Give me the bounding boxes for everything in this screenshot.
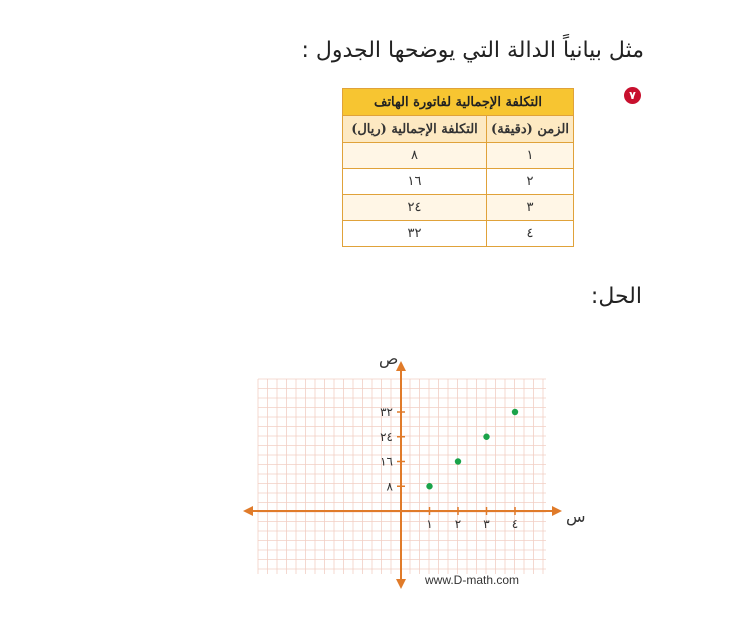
cell-time: ٤	[487, 221, 574, 247]
y-tick-label: ٨	[386, 479, 393, 494]
x-axis-arrow	[243, 506, 253, 516]
cell-cost: ٢٤	[343, 195, 487, 221]
header-total-cost: التكلفة الإجمالية (ريال)	[343, 116, 487, 143]
cell-cost: ١٦	[343, 169, 487, 195]
data-point	[426, 483, 432, 489]
table-title: التكلفة الإجمالية لفاتورة الهاتف	[343, 89, 574, 116]
question-number-badge: ٧	[624, 87, 641, 104]
solution-label: الحل:	[590, 284, 642, 309]
x-tick-label: ٤	[511, 517, 519, 531]
data-point	[455, 458, 461, 464]
question-text: مثل بيانياً الدالة التي يوضحها الجدول :	[301, 38, 644, 63]
header-time: الزمن (دقيقة)	[487, 116, 574, 143]
x-axis-label: س	[566, 507, 586, 526]
x-tick-label: ١	[426, 517, 433, 531]
watermark: www.D-math.com	[425, 573, 520, 587]
x-axis-arrow	[552, 506, 562, 516]
y-tick-label: ٢٤	[380, 429, 393, 444]
cell-time: ٣	[487, 195, 574, 221]
cell-time: ١	[487, 143, 574, 169]
cell-cost: ٣٢	[343, 221, 487, 247]
y-tick-label: ١٦	[380, 454, 393, 469]
y-axis-arrow	[396, 579, 406, 589]
data-point	[512, 409, 518, 415]
x-tick-label: ٣	[483, 517, 490, 531]
x-tick-label: ٢	[454, 517, 462, 531]
y-tick-label: ٣٢	[380, 405, 393, 419]
cell-cost: ٨	[343, 143, 487, 169]
chart-points	[426, 409, 518, 490]
data-point	[483, 434, 489, 440]
y-axis-label: ص	[379, 349, 399, 368]
cell-time: ٢	[487, 169, 574, 195]
